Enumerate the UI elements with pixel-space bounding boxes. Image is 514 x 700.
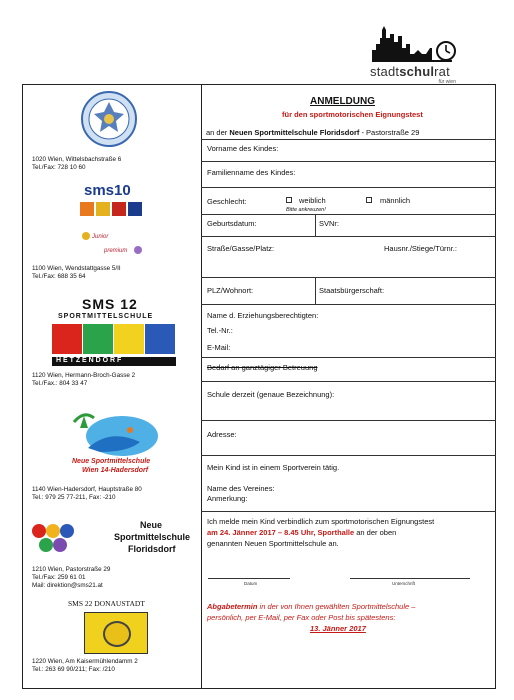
label-maennlich: männlich: [380, 196, 411, 205]
ring-icon: [53, 538, 67, 552]
ring-icon: [46, 524, 60, 538]
label-unterschrift: Unterschrift: [392, 581, 416, 586]
school-2-logo: sms10 Junior premium: [78, 182, 148, 262]
sport-tile-icon: [80, 202, 94, 216]
label-tel: Tel.-Nr.:: [207, 326, 233, 335]
abgabe-line-1: Abgabetermin in der von Ihnen gewählten Sportmittelschule –: [207, 602, 416, 611]
ball-icon: [82, 232, 90, 240]
column-divider: [201, 84, 202, 689]
school-4-tel: Tel.: 979 25 77-211, Fax: -210: [32, 494, 116, 501]
checkbox-weiblich[interactable]: [286, 197, 292, 203]
ring-icon: [39, 538, 53, 552]
sport-tile-icon: [114, 324, 144, 354]
ring-icon: [60, 524, 74, 538]
school-5-mail: Mail: direktion@sms21.at: [32, 582, 103, 589]
form-subtitle: für den sportmotorischen Eignungstest: [282, 110, 423, 119]
school-5-tel: Tel./Fax: 259 61 01: [32, 574, 86, 581]
label-svnr: SVNr:: [319, 219, 340, 228]
stadtschulrat-logo: [370, 24, 462, 86]
school-line: an der Neuen Sportmittelschule Floridsdorf - Pastorstraße 29: [206, 128, 420, 137]
school-3-address: 1120 Wien, Hermann-Broch-Gasse 2: [32, 372, 136, 379]
label-hausnr: Hausnr./Stiege/Türnr.:: [384, 244, 457, 253]
school-1-crest-logo: [80, 90, 138, 148]
label-strasse: Straße/Gasse/Platz:: [207, 244, 275, 253]
label-schule-derzeit: Schule derzeit (genaue Bezeichnung):: [207, 390, 335, 399]
melde-line-2: am 24. Jänner 2017 – 8.45 Uhr, Sporthalle an der oben: [207, 528, 397, 537]
datum-line: [208, 578, 290, 579]
abgabe-date: 13. Jänner 2017: [310, 624, 366, 633]
sport-tile-icon: [145, 324, 175, 354]
unterschrift-line: [350, 578, 470, 579]
label-vorname: Vorname des Kindes:: [207, 144, 279, 153]
logo-sub-text: für wien: [438, 79, 456, 85]
school-2-address: 1100 Wien, Wendstattgasse 5/II: [32, 265, 121, 272]
city-skyline-icon: [370, 24, 462, 64]
label-geschlecht: Geschlecht:: [207, 197, 247, 206]
school-6-logo-title: SMS 22 DONAUSTADT: [68, 599, 145, 608]
sport-tile-icon: [128, 202, 142, 216]
ball-icon: [134, 246, 142, 254]
label-adresse: Adresse:: [207, 430, 237, 439]
label-geburtsdatum: Geburtsdatum:: [207, 219, 257, 228]
school-1-tel: Tel./Fax: 728 10 60: [32, 164, 86, 171]
label-erziehungsberechtigter: Name d. Erziehungsberechtigten:: [207, 311, 319, 320]
school-5-address: 1210 Wien, Pastorstraße 29: [32, 566, 111, 573]
school-6-address: 1220 Wien, Am Kaisermühlendamm 2: [32, 658, 138, 665]
label-anmerkung: Anmerkung:: [207, 494, 248, 503]
school-1-address: 1020 Wien, Wittelsbachstraße 6: [32, 156, 122, 163]
school-3-logo: SMS 12 SPORTMITTELSCHULE H E T Z E N D O R F: [52, 296, 178, 368]
label-sportverein: Mein Kind ist in einem Sportverein tätig.: [207, 463, 340, 472]
hint-bitte: Bitte ankreuzen!: [286, 207, 326, 213]
label-email: E-Mail:: [207, 343, 231, 352]
school-4-logo: Neue Sportmittelschule Wien 14-Hadersdorf: [70, 408, 160, 478]
sport-tile-icon: [112, 202, 126, 216]
melde-line-3: genannten Neuen Sportmittelschule an.: [207, 539, 339, 548]
school-6-logo: [84, 612, 148, 654]
school-5-logo: Neue Sportmittelschule Floridsdorf: [32, 518, 202, 560]
sport-tile-icon: [52, 324, 82, 354]
sport-tile-icon: [96, 202, 110, 216]
medal-icon: [103, 621, 131, 647]
melde-line-1: Ich melde mein Kind verbindlich zum sportmotorischen Eignungstest: [207, 517, 435, 526]
sport-tile-icon: [83, 324, 113, 354]
label-familienname: Familienname des Kindes:: [207, 168, 296, 177]
wave-swimmer-icon: [70, 408, 160, 458]
school-4-address: 1140 Wien-Hadersdorf, Hauptstraße 80: [32, 486, 142, 493]
ring-icon: [32, 524, 46, 538]
label-weiblich: weiblich: [299, 196, 326, 205]
school-3-tel: Tel./Fax.: 804 33 47: [32, 380, 88, 387]
label-staatsbuergerschaft: Staatsbürgerschaft:: [319, 286, 385, 295]
label-name-vereines: Name des Vereines:: [207, 484, 275, 493]
form-title: ANMELDUNG: [310, 96, 375, 107]
school-6-tel: Tel.: 263 69 90/211; Fax: /210: [32, 666, 115, 673]
logo-brand-text: stadtschulrat: [370, 64, 450, 79]
abgabe-line-2: persönlich, per E-Mail, per Fax oder Post bis spätestens:: [207, 613, 396, 622]
label-plz: PLZ/Wohnort:: [207, 286, 254, 295]
checkbox-maennlich[interactable]: [366, 197, 372, 203]
label-bedarf: Bedarf an ganztägiger Betreuung: [207, 363, 318, 372]
label-datum: Datum: [244, 581, 258, 586]
school-2-tel: Tel./Fax: 688 35 64: [32, 273, 86, 280]
